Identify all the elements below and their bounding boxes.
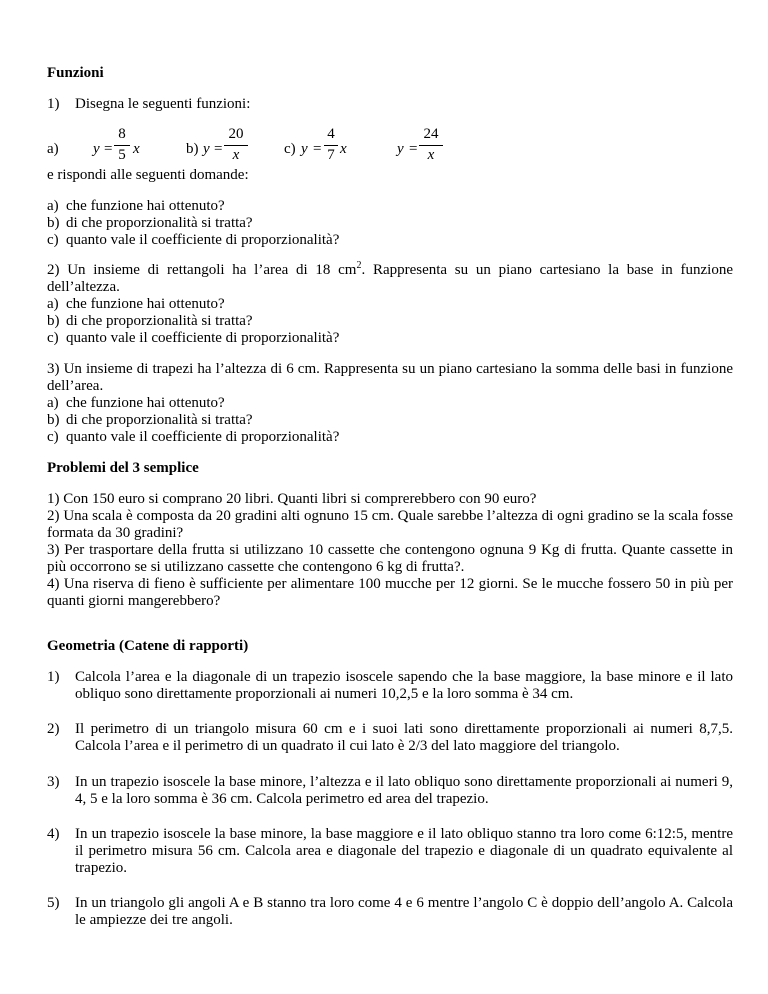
heading-geometria: Geometria (Catene di rapporti) — [47, 638, 249, 654]
item-number: 4) — [47, 826, 60, 842]
formula-b-label: b) — [186, 141, 199, 157]
problem-2: 2) Una scala è composta da 20 gradini alti ognuno 15 cm. Quale sarebbe l’altezza di ogni gradino se la scala fosse formata da 30 gradini? — [47, 508, 733, 541]
formula-d-y: y — [397, 141, 404, 157]
sub-label: c) — [47, 429, 59, 445]
problem-1: 1) Con 150 euro si comprano 20 libri. Quanti libri si comprerebbero con 90 euro? — [47, 491, 537, 507]
sub-label: a) — [47, 198, 59, 214]
formula-d-num: 24 — [423, 126, 439, 142]
sub-label: c) — [47, 232, 59, 248]
item-text: Il perimetro di un triangolo misura 60 cm e i suoi lati sono direttamente proporzionali ai numeri 8,7,5. Calcola l’area e il perimetro di un quadrato il cui lato è 2/3 del lato maggiore del triangolo. — [75, 721, 733, 754]
item-text: Calcola l’area e la diagonale di un trapezio isoscele sapendo che la base maggiore, la base minore e il lato obliquo sono direttamente proporzionali ai numeri 10,2,5 e la loro somma è 34 cm. — [75, 669, 733, 702]
q1-number: 1) — [47, 96, 60, 112]
formula-b-y: y — [203, 141, 210, 157]
item-number: 1) — [47, 669, 60, 685]
funzioni-q2 — [47, 262, 733, 296]
item-number: 2) — [47, 721, 60, 737]
sub-label: a) — [47, 395, 59, 411]
funzioni-q3: 3) Un insieme di trapezi ha l’altezza di 6 cm. Rappresenta su un piano cartesiano la somma delle basi in funzione dell’area. — [47, 361, 733, 394]
formula-b-fraction — [224, 126, 248, 166]
formula-c-num: 4 — [327, 126, 335, 142]
formula-b-eq: = — [214, 141, 223, 157]
formula-d-eq: = — [409, 141, 418, 157]
sub-text: quanto vale il coefficiente di proporzionalità? — [66, 330, 340, 346]
formula-c-fraction — [324, 126, 338, 166]
sub-text: di che proporzionalità si tratta? — [66, 313, 253, 329]
sub-label: b) — [47, 215, 60, 231]
sub-label: b) — [47, 412, 60, 428]
problem-3: 3) Per trasportare della frutta si utilizzano 10 cassette che contengono ognuna 9 Kg di frutta. Quante cassette in più occorrono se si utilizzano cassette che contengono 6 kg di frutta?. — [47, 542, 733, 575]
formula-a-x: x — [133, 141, 140, 157]
sub-text: di che proporzionalità si tratta? — [66, 412, 253, 428]
problem-4: 4) Una riserva di fieno è sufficiente per alimentare 100 mucche per 12 giorni. Se le mucche fossero 50 in più per quanti giorni mangerebbero? — [47, 576, 733, 609]
instructions-text: e rispondi alle seguenti domande: — [47, 167, 249, 183]
formula-d-den: x — [427, 147, 435, 163]
formula-c-den: 7 — [327, 147, 335, 163]
sub-label: a) — [47, 296, 59, 312]
sub-text: quanto vale il coefficiente di proporzionalità? — [66, 429, 340, 445]
formula-c-eq: = — [313, 141, 322, 157]
heading-tre-semplice: Problemi del 3 semplice — [47, 460, 199, 476]
item-text: In un trapezio isoscele la base minore, la base maggiore e il lato obliquo stanno tra loro come 6:12:5, mentre il perimetro misura 56 cm. Calcola area e diagonale del trapezio e diagonale di un quadrato equivalente al trapezio. — [75, 826, 733, 876]
item-text: In un trapezio isoscele la base minore, l’altezza e il lato obliquo sono direttamente proporzionali ai numeri 9, 4, 5 e la loro somma è 36 cm. Calcola perimetro ed area del trapezio. — [75, 774, 733, 807]
sub-text: che funzione hai ottenuto? — [66, 395, 225, 411]
formula-c-y: y — [301, 141, 308, 157]
sub-text: quanto vale il coefficiente di proporzionalità? — [66, 232, 340, 248]
sub-label: b) — [47, 313, 60, 329]
q1-text: Disegna le seguenti funzioni: — [75, 96, 251, 112]
q2-superscript: 2 — [356, 260, 362, 271]
formula-b-num: 20 — [228, 126, 244, 142]
formula-a-label: a) — [47, 141, 59, 157]
formula-d-fraction — [419, 126, 443, 166]
item-number: 5) — [47, 895, 60, 911]
q2-text-end: . Rappresenta su un piano cartesiano la base in funzione dell’altezza. — [47, 262, 733, 295]
formula-a-fraction — [114, 126, 130, 166]
q2-text-start: 2) Un insieme di rettangoli ha l’area di 18 cm — [47, 262, 357, 278]
formula-a-y: y — [93, 141, 100, 157]
formula-c-x: x — [340, 141, 347, 157]
formula-a-eq: = — [104, 141, 113, 157]
item-text: In un triangolo gli angoli A e B stanno tra loro come 4 e 6 mentre l’angolo C è doppio dell’angolo A. Calcola le ampiezze dei tre angoli. — [75, 895, 733, 928]
sub-label: c) — [47, 330, 59, 346]
sub-text: di che proporzionalità si tratta? — [66, 215, 253, 231]
formula-c-label: c) — [284, 141, 296, 157]
sub-text: che funzione hai ottenuto? — [66, 198, 225, 214]
formula-b-den: x — [232, 147, 240, 163]
heading-funzioni: Funzioni — [47, 65, 104, 81]
item-number: 3) — [47, 774, 60, 790]
sub-text: che funzione hai ottenuto? — [66, 296, 225, 312]
formula-a-den: 5 — [118, 147, 126, 163]
formula-a-num: 8 — [118, 126, 126, 142]
